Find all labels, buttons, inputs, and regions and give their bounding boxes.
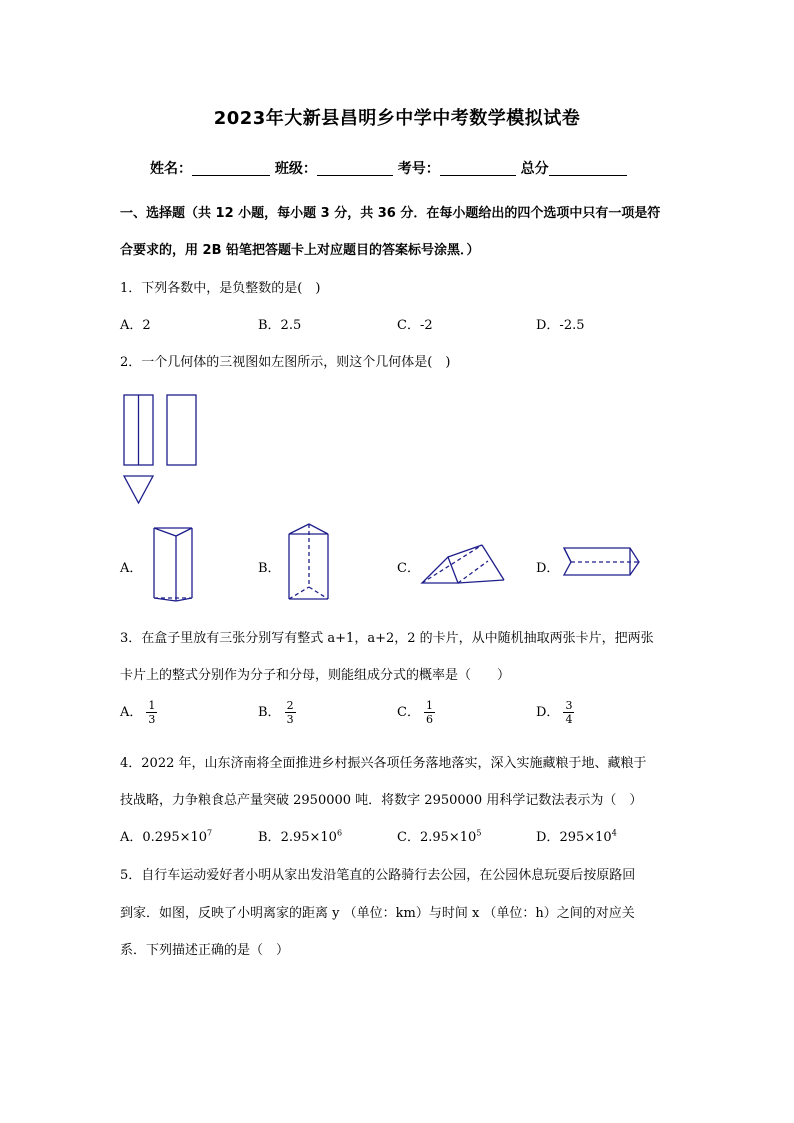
- q3-option-b-label: B．: [258, 705, 281, 720]
- q4-option-b: B．$2.95\times 10^6$: [258, 828, 343, 845]
- fraction: $\frac{2}{3}$: [286, 699, 294, 726]
- question-1-stem: 1．下列各数中，是负整数的是( ): [120, 281, 321, 296]
- q2-option-c-figure: [418, 542, 510, 588]
- q3-option-c-label: C．: [397, 705, 420, 720]
- q4-option-a: A．$0.295\times 10^7$: [120, 828, 213, 845]
- q2-option-b-figure: [284, 521, 334, 603]
- three-view-figure: [118, 390, 208, 510]
- section-heading-line1: 一、选择题（共 12 小题，每小题 3 分，共 36 分．在每小题给出的四个选项中只有一项是符: [120, 206, 661, 221]
- top-view: [124, 476, 153, 503]
- page-title: 2023年大新县昌明乡中学中考数学模拟试卷: [213, 108, 581, 129]
- q3-option-d-label: D．: [536, 705, 560, 720]
- fraction: $\frac{3}{4}$: [565, 699, 573, 726]
- section-heading-line2: 合要求的，用 2B 铅笔把答题卡上对应题目的答案标号涂黑．）: [120, 243, 480, 258]
- question-4-line1: 4．2022 年，山东济南将全面推进乡村振兴各项任务落地落实，深入实施藏粮于地、藏粮于: [120, 756, 647, 771]
- q1-option-a: A．2: [120, 318, 151, 333]
- class-label: 班级：: [274, 161, 317, 177]
- score-blank: [549, 160, 627, 176]
- q2-option-a-label: A．: [120, 561, 143, 576]
- q2-option-c-label: C．: [397, 561, 420, 576]
- question-4-line2: 技战略，力争粮食总产量突破 2950000 吨．将数字 2950000 用科学记数法表示为（ ）: [120, 793, 643, 808]
- exam-no-blank: [440, 160, 516, 176]
- name-label: 姓名：: [150, 161, 192, 177]
- question-5-line3: 系．下列描述正确的是（ ）: [120, 943, 290, 958]
- question-5-line1: 5．自行车运动爱好者小明从家出发沿笔直的公路骑行去公园，在公园休息玩耍后按原路回: [120, 868, 636, 883]
- q1-option-b: B．2.5: [258, 318, 302, 333]
- class-blank: [317, 160, 393, 176]
- question-2-stem: 2．一个几何体的三视图如左图所示，则这个几何体是( ): [120, 355, 451, 370]
- q4-option-c: C．$2.95\times 10^5$: [397, 828, 482, 845]
- q2-option-d-figure: [560, 544, 644, 580]
- q3-option-a-label: A．: [120, 705, 143, 720]
- q2-option-b-label: B．: [258, 561, 281, 576]
- question-3-line2: 卡片上的整式分别作为分子和分母，则能组成分式的概率是（ ）: [120, 668, 511, 683]
- q3-option-d: [536, 699, 574, 726]
- fraction: $\frac{1}{3}$: [148, 699, 156, 726]
- fraction: $\frac{1}{6}$: [425, 699, 433, 726]
- q3-option-a: [120, 699, 157, 726]
- q2-option-d-label: D．: [536, 561, 560, 576]
- side-view: [167, 395, 196, 465]
- score-label: 总分: [520, 161, 549, 177]
- question-3-line1: 3．在盒子里放有三张分别写有整式 a+1，a+2，2 的卡片，从中随机抽取两张卡片，把两张: [120, 631, 654, 646]
- q4-option-d: D．$295\times 10^4$: [536, 828, 617, 845]
- q1-option-c: C．-2: [397, 318, 433, 333]
- name-blank: [192, 160, 270, 176]
- q2-option-a-figure: [150, 524, 200, 604]
- q3-option-c: [397, 699, 435, 726]
- question-5-line2: 到家．如图，反映了小明离家的距离 y （单位：km）与时间 x （单位：h）之间的对应关: [120, 906, 635, 921]
- q1-option-d: D．-2.5: [536, 318, 585, 333]
- exam-no-label: 考号：: [397, 161, 440, 177]
- q3-option-b: [258, 699, 296, 726]
- student-info-row: [150, 158, 627, 178]
